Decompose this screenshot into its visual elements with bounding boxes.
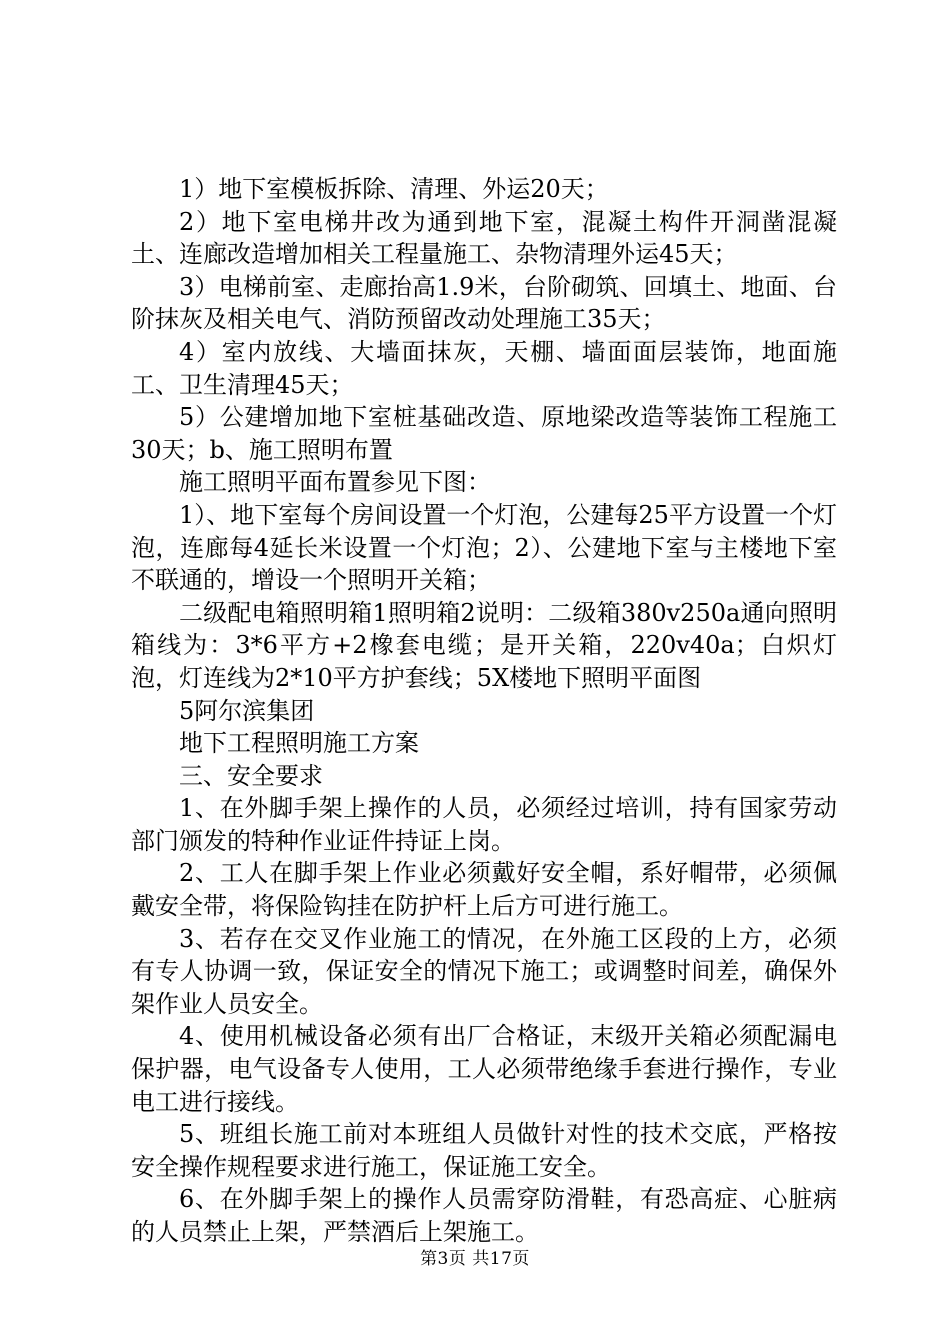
paragraph-safety-2: 2、工人在脚手架上作业必须戴好安全帽，系好帽带，必须佩戴安全带，将保险钩挂在防护杆上后方可进行施工。 (131, 859, 837, 921)
paragraph-safety-6: 6、在外脚手架上的操作人员需穿防滑鞋，有恐高症、心脏病的人员禁止上架，严禁酒后上架施工。 (131, 1185, 837, 1246)
paragraph-schedule-4: 4）室内放线、大墙面抹灰，天棚、墙面面层装饰，地面施工、卫生清理45天； (131, 337, 837, 399)
paragraph-safety-1: 1、在外脚手架上操作的人员，必须经过培训，持有国家劳动部门颁发的特种作业证件持证上岗。 (131, 794, 837, 855)
paragraph-safety-3: 3、若存在交叉作业施工的情况，在外施工区段的上方，必须有专人协调一致，保证安全的情况下施工；或调整时间差，确保外架作业人员安全。 (131, 924, 837, 1018)
section-heading-safety: 三、安全要求 (179, 761, 323, 790)
paragraph-safety-5: 5、班组长施工前对本班组人员做针对性的技术交底，严格按安全操作规程要求进行施工，保证施工安全。 (131, 1120, 837, 1181)
document-body (131, 173, 837, 1249)
paragraph-lighting-layout: 1）、地下室每个房间设置一个灯泡，公建每25平方设置一个灯泡，连廊每4延长米设置一个灯泡；2）、公建地下室与主楼地下室不联通的，增设一个照明开关箱； (131, 500, 837, 595)
page-number-footer: 第3页 共17页 (420, 1249, 530, 1269)
paragraph-plan-title: 地下工程照明施工方案 (179, 729, 419, 758)
paragraph-schedule-1: 1）地下室模板拆除、清理、外运20天； (179, 175, 609, 203)
paragraph-company: 5阿尔滨集团 (179, 696, 315, 725)
paragraph-safety-4: 4、使用机械设备必须有出厂合格证，末级开关箱必须配漏电保护器，电气设备专人使用，工人必须带绝缘手套进行操作，专业电工进行接线。 (131, 1022, 837, 1116)
paragraph-lighting-intro: 施工照明平面布置参见下图： (179, 468, 491, 497)
paragraph-schedule-2: 2）地下室电梯井改为通到地下室，混凝土构件开洞凿混凝土、连廊改造增加相关工程量施工、杂物清理外运45天； (131, 207, 837, 269)
paragraph-distribution-box: 二级配电箱照明箱1照明箱2说明：二级箱380v250a通向照明箱线为：3*6平方+2橡套电缆；是开关箱，220v40a；白炽灯泡，灯连线为2*10平方护套线；5X楼地下照明平面图 (131, 598, 837, 692)
paragraph-schedule-3: 3）电梯前室、走廊抬高1.9米，台阶砌筑、回填土、地面、台阶抹灰及相关电气、消防预留改动处理施工35天； (131, 272, 837, 334)
paragraph-schedule-5: 5）公建增加地下室桩基础改造、原地梁改造等装饰工程施工30天；b、施工照明布置 (131, 403, 837, 464)
